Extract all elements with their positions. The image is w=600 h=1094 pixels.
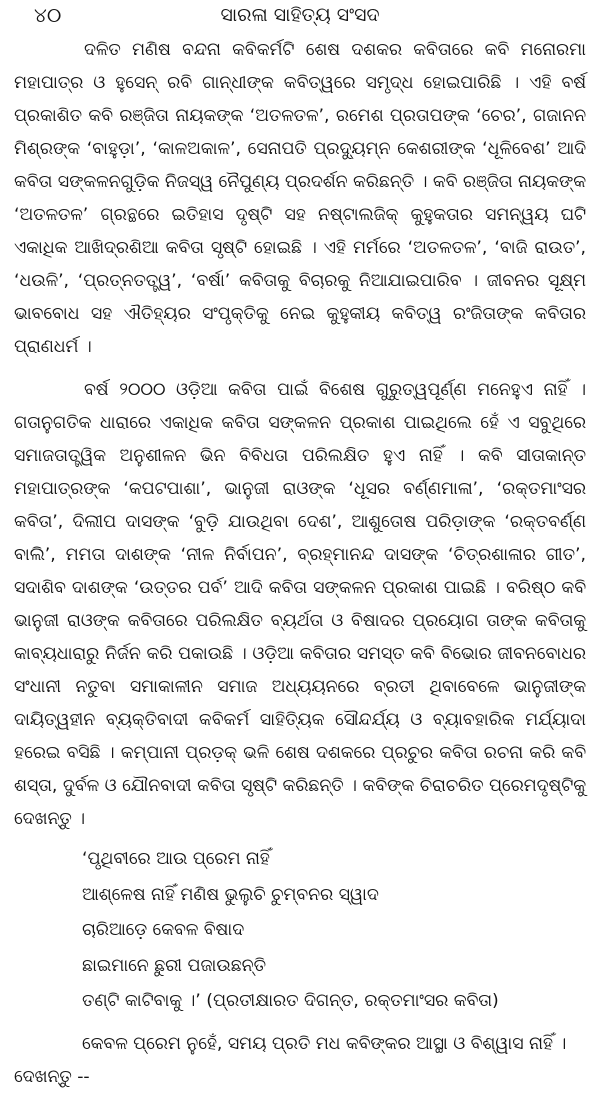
verse-quote [82, 842, 586, 1020]
closing-line: କେବଳ ପ୍ରେମ ନୁହେଁ, ସମୟ ପ୍ରତି ମଧ କବିଙ୍କର ଆସ୍ଥା ଓ ବିଶ୍ୱାସ ନାହିଁ । [82, 1033, 567, 1054]
closing-paragraph [14, 1028, 586, 1094]
verse-line: ଆଶ୍ଳେଷ ନାହିଁ ମଣିଷ ଭୁଲୁଚି ଚୁମ୍ବନର ସ୍ୱାଦ [82, 884, 379, 905]
body-text [14, 34, 586, 836]
verse-line: ତଣ୍ଟି କାଟିବାକୁ ।’ (ପ୍ରତୀକ୍ଷାରତ ଦିଗନ୍ତ, ରକ୍ତମାଂସର କବିତା) [82, 991, 499, 1011]
closing-continuation: ଦେଖନ୍ତୁ -- [14, 1066, 90, 1087]
verse-line: ଚାରିଆଡ଼େ କେବଳ ବିଷାଦ [82, 920, 245, 940]
page-number: ୪୦ [34, 3, 62, 27]
paragraph: ବର୍ଷ ୨୦୦୦ ଓଡ଼ିଆ କବିତା ପାଇଁ ବିଶେଷ ଗୁରୁତ୍ୱପୂର୍ଣ୍ଣ ମନେହୁଏ ନାହିଁ । ଗତାନୁଗତିକ ଧାରାରେ ଏକାଧିକ କବିତା ସଙ୍କଳନ ପ୍ରକାଶ ପାଇଥିଲେ ହେଁ ଏ ସବୁଥିରେ ସମାଜତାତ୍ତ୍ୱିକ ଅନୁଶୀଳନ ଭିନ ବିବିଧତା ପରିଲକ୍ଷିତ ହୁଏ ନାହିଁ । କବି ସୀତାକାନ୍ତ ମହାପାତ୍ରଙ୍କ ‘କପଟପାଶା’, ଭାନୁଜୀ ରାଓଙ୍କ ‘ଧୂସର ବର୍ଣ୍ଣମାଳା’, ‘ରକ୍ତମାଂସର କବିତା’, ଦିଲୀପ ଦାସଙ୍କ ‘ବୁଡ଼ି ଯାଉଥିବା ଦେଶ’, ଆଶୁତୋଷ ପରିଡ଼ାଙ୍କ ‘ରକ୍ତବର୍ଣ୍ଣ ବାଲି’, ମମତା ଦାଶଙ୍କ ‘ନୀଳ ନିର୍ବାପନ’, ବ୍ରହ୍ମାନନ୍ଦ ଦାସଙ୍କ ‘ଚିତ୍ରଶାଳାର ଗୀତ’, ସଦାଶିବ ଦାଶଙ୍କ ‘ଉତ୍ତର ପର୍ବ’ ଆଦି କବିତା ସଙ୍କଳନ ପ୍ରକାଶ ପାଇଛି । ବରିଷ୍ଠ କବି ଭାନୁଜୀ ରାଓଙ୍କ କବିତାରେ ପରିଲକ୍ଷିତ ବ୍ୟର୍ଥତା ଓ ବିଷାଦର ପ୍ରୟୋଗ ତାଙ୍କ କବିତାକୁ କାବ୍ୟଧାରାରୁ ନିର୍ଜନ କରି ପକାଉଛି । ଓଡ଼ିଆ କବିତାର ସମସ୍ତ କବି ବିଭୋର ଜୀବନବୋଧର ସଂଧାନୀ ନତୁବା ସମାକାଳୀନ ସମାଜ ଅଧ୍ୟୟନରେ ବ୍ରତୀ ଥିବାବେଳେ ଭାନୁଜୀଙ୍କ ଦାୟିତ୍ୱହୀନ ବ୍ୟକ୍ତିବାଦୀ କବିକର୍ମ ସାହିତ୍ୟିକ ସୌନ୍ଦର୍ଯ୍ୟ ଓ ବ୍ୟାବହାରିକ ମର୍ଯ୍ୟାଦା ହରେଇ ବସିଛି । କମ୍ପାନୀ ପ୍ରଡ଼କ୍ ଭଳି ଶେଷ ଦଶକରେ ପ୍ରଚୁର କବିତା ରଚନା କରି କବି ଶସ୍ତା, ଦୁର୍ବଳ ଓ ଯୌନବାଦୀ କବିତା ସୃଷ୍ଟି କରିଛନ୍ତି । କବିଙ୍କ ଚିରାଚରିତ ପ୍ରେମଦୃଷ୍ଟିକୁ ଦେଖନ୍ତୁ । [14, 380, 586, 829]
paragraph: ଦଳିତ ମଣିଷ ବନ୍ଦନା କବିକର୍ମଟି ଶେଷ ଦଶକର କବିତାରେ କବି ମନୋରମା ମହାପାତ୍ର ଓ ହୁସେନ୍ ରବି ଗାନ୍ଧୀଙ୍କ କବିତ୍ୱରେ ସମୃଦ୍ଧ ହୋଇପାରିଛି । ଏହି ବର୍ଷ ପ୍ରକାଶିତ କବି ରଞ୍ଜିତା ନାୟକଙ୍କ ‘ଅତଳତଳ’, ରମେଶ ପ୍ରତାପଙ୍କ ‘ଚେର’, ଗଜାନନ ମିଶ୍ରଙ୍କ ‘ବାହୁଡ଼ା’, ‘କାଳଅକାଳ’, ସେନାପତି ପ୍ରଦ୍ୟୁମ୍ନ କେଶରୀଙ୍କ ‘ଧୂଳିବେଶ’ ଆଦି କବିତା ସଙ୍କଳନଗୁଡ଼ିକ ନିଜସ୍ୱ ନୈପୁଣ୍ୟ ପ୍ରଦର୍ଶନ କରିଛନ୍ତି । କବି ରଞ୍ଜିତା ନାୟକଙ୍କ ‘ଅତଳତଳ’ ଗ୍ରନ୍ଥରେ ଇତିହାସ ଦୃଷ୍ଟି ସହ ନଷ୍ଟାଲଜିକ୍ କୁହୁକତାର ସମନ୍ୱୟ ଘଟି ଏକାଧିକ ଆଖିଦ୍ରଶିଆ କବିତା ସୃଷ୍ଟି ହୋଇଛି । ଏହି ମର୍ମରେ ‘ଅତଳତଳ’, ‘ବାଜି ରାଉତ’, ‘ଧଉଳି’, ‘ପ୍ରତ୍ନତତ୍ତ୍ୱ’, ‘ବର୍ଷା’ କବିତାକୁ ବିଚାରକୁ ନିଆଯାଇପାରିବ । ଜୀବନର ସୂକ୍ଷ୍ମ ଭାବବୋଧ ସହ ଐତିହ୍ୟର ସଂପୃକ୍ତିକୁ ନେଇ କୁହୁକୀୟ କବିତ୍ୱ ରଂଜିତାଙ୍କ କବିତାର ପ୍ରାଣଧର୍ମ । [14, 40, 586, 357]
paragraph-spacer [14, 364, 586, 374]
verse-line: ଛାଇମାନେ ଛୁରୀ ପଜାଉଛନ୍ତି [82, 955, 266, 976]
page-header [14, 0, 586, 34]
running-title: ସାରଳା ସାହିତ୍ୟ ସଂସଦ [220, 4, 380, 26]
verse-line: ‘ପୃଥିବୀରେ ଆଉ ପ୍ରେମ ନାହିଁ [82, 849, 270, 869]
